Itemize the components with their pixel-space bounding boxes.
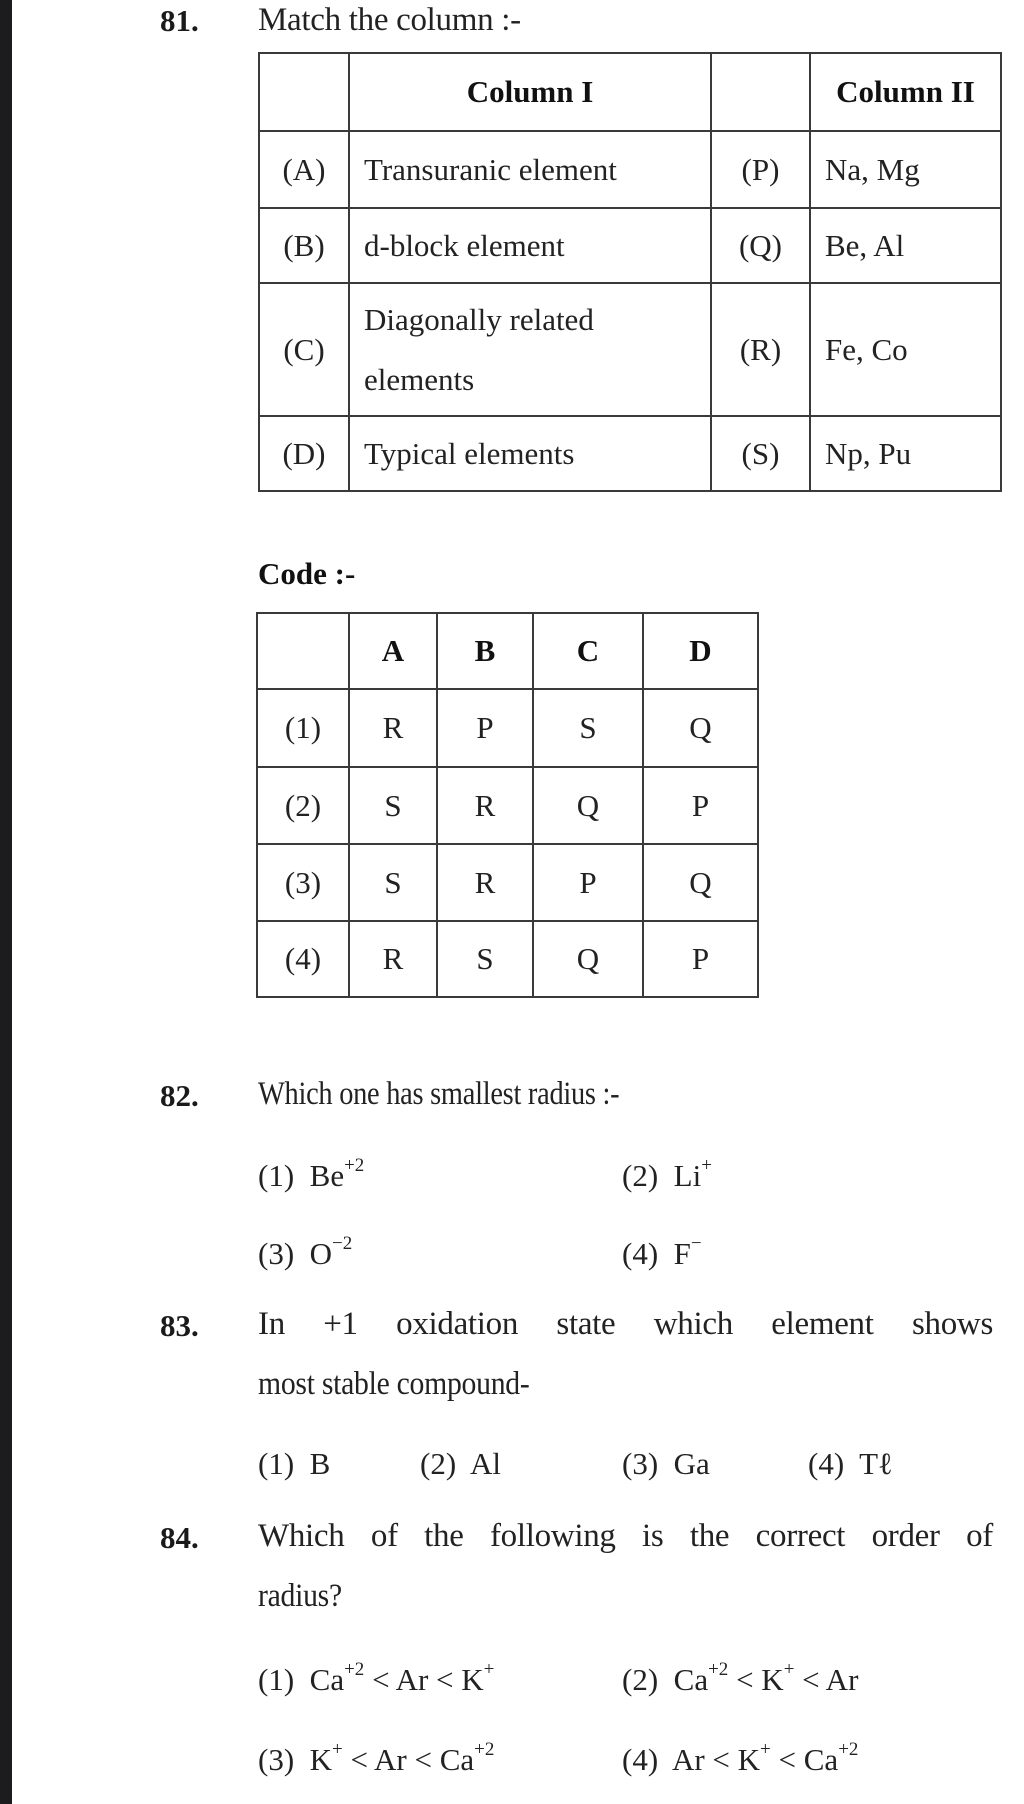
row-label-a: (A) (259, 131, 349, 208)
question-83-text-line1: In +1 oxidation state which element shows (258, 1306, 993, 1342)
code-option-row-4 (257, 921, 758, 997)
code-cell: Q (533, 767, 643, 844)
option-label: (2) (622, 1662, 659, 1697)
option-label: (4) (622, 1742, 659, 1777)
option-expr-part2: < Ar < K (364, 1662, 484, 1697)
row-label-p: (P) (711, 131, 810, 208)
q82-option-3[interactable] (258, 1232, 353, 1272)
option-charge-2: + (783, 1658, 795, 1680)
code-cell: S (349, 844, 437, 921)
question-81-text: Match the column :- (258, 2, 521, 38)
code-option-label: (3) (257, 844, 349, 921)
code-cell: P (533, 844, 643, 921)
option-charge-1: +2 (708, 1658, 729, 1680)
option-expr-part2: < K (728, 1662, 784, 1697)
code-option-label: (1) (257, 689, 349, 767)
option-expr-part2: < Ar < Ca (342, 1742, 475, 1777)
option-expr-part1: Ar < K (671, 1742, 761, 1777)
column-ii-item: Np, Pu (810, 416, 1001, 491)
column-i-item: Diagonally related elements (349, 283, 711, 416)
option-label: (2) (420, 1446, 457, 1481)
code-cell: S (437, 921, 533, 997)
column-i-item: Transuranic element (349, 131, 711, 208)
option-value: Al (469, 1446, 501, 1481)
match-table-row (259, 416, 1001, 491)
q83-option-3[interactable] (622, 1446, 710, 1482)
code-header-empty (257, 613, 349, 689)
q83-option-1[interactable] (258, 1446, 330, 1482)
question-83-text-line2: most stable compound- (258, 1366, 530, 1402)
question-84-text-line1: Which of the following is the correct order of (258, 1518, 993, 1554)
header-cell-empty-1 (259, 53, 349, 131)
q82-option-4[interactable] (622, 1232, 702, 1272)
match-table-row (259, 131, 1001, 208)
code-cell: Q (643, 844, 758, 921)
code-cell: P (437, 689, 533, 767)
column-i-item: d-block element (349, 208, 711, 283)
row-label-s: (S) (711, 416, 810, 491)
code-table-header-row (257, 613, 758, 689)
code-cell: S (349, 767, 437, 844)
option-charge-2: +2 (838, 1738, 859, 1760)
q84-option-1[interactable] (258, 1658, 495, 1698)
q82-option-1[interactable] (258, 1154, 365, 1194)
code-cell: R (437, 767, 533, 844)
code-option-label: (2) (257, 767, 349, 844)
question-84-text-line2: radius? (258, 1578, 342, 1614)
row-label-r: (R) (711, 283, 810, 416)
option-value: Li (673, 1158, 702, 1193)
row-label-q: (Q) (711, 208, 810, 283)
match-table-row (259, 283, 1001, 416)
option-label: (4) (622, 1236, 659, 1271)
column-ii-item: Be, Al (810, 208, 1001, 283)
row-label-b: (B) (259, 208, 349, 283)
option-label: (1) (258, 1446, 295, 1481)
option-expr-part2: < Ca (770, 1742, 839, 1777)
q83-option-4[interactable] (808, 1446, 893, 1482)
match-table-row (259, 208, 1001, 283)
option-value: B (309, 1446, 331, 1481)
code-table (256, 612, 759, 998)
option-label: (3) (622, 1446, 659, 1481)
left-edge-bar (0, 0, 12, 1804)
option-label: (3) (258, 1236, 295, 1271)
question-82-number: 82. (160, 1078, 199, 1113)
code-cell: Q (643, 689, 758, 767)
option-label: (4) (808, 1446, 845, 1481)
code-cell: Q (533, 921, 643, 997)
option-value: Ga (673, 1446, 710, 1481)
option-label: (1) (258, 1158, 295, 1193)
code-cell: S (533, 689, 643, 767)
q84-option-3[interactable] (258, 1738, 495, 1778)
code-header-c: C (533, 613, 643, 689)
row-label-c: (C) (259, 283, 349, 416)
code-label: Code :- (258, 556, 356, 591)
q83-option-2[interactable] (420, 1446, 501, 1482)
question-81-number: 81. (160, 3, 199, 38)
option-charge: +2 (344, 1154, 365, 1176)
code-header-a: A (349, 613, 437, 689)
match-column-table (258, 52, 1002, 492)
question-83-number: 83. (160, 1308, 199, 1343)
code-cell: R (437, 844, 533, 921)
column-ii-item: Na, Mg (810, 131, 1001, 208)
header-column-ii: Column II (810, 53, 1001, 131)
option-label: (2) (622, 1158, 659, 1193)
option-label: (1) (258, 1662, 295, 1697)
question-82-text: Which one has smallest radius :- (258, 1076, 620, 1112)
code-option-row-3 (257, 844, 758, 921)
code-option-row-2 (257, 767, 758, 844)
option-value: O (309, 1236, 333, 1271)
code-option-label: (4) (257, 921, 349, 997)
option-charge-1: +2 (344, 1658, 365, 1680)
code-cell: R (349, 921, 437, 997)
match-table-header-row (259, 53, 1001, 131)
option-charge: −2 (332, 1232, 353, 1254)
code-cell: P (643, 767, 758, 844)
option-charge-1: + (332, 1738, 343, 1760)
column-ii-item: Fe, Co (810, 283, 1001, 416)
option-value: Tℓ (859, 1446, 893, 1481)
code-header-b: B (437, 613, 533, 689)
option-expr-part3: < Ar (794, 1662, 859, 1697)
option-expr-part1: Ca (309, 1662, 345, 1697)
option-expr-part1: K (309, 1742, 333, 1777)
code-cell: P (643, 921, 758, 997)
column-i-item: Typical elements (349, 416, 711, 491)
header-cell-empty-2 (711, 53, 810, 131)
header-column-i: Column I (349, 53, 711, 131)
option-value: F (673, 1236, 691, 1271)
q84-option-2[interactable] (622, 1658, 859, 1698)
q82-option-2[interactable] (622, 1154, 712, 1194)
option-label: (3) (258, 1742, 295, 1777)
option-charge-2: +2 (474, 1738, 495, 1760)
code-option-row-1 (257, 689, 758, 767)
question-84-number: 84. (160, 1520, 199, 1555)
option-expr-part1: Ca (673, 1662, 709, 1697)
code-cell: R (349, 689, 437, 767)
row-label-d: (D) (259, 416, 349, 491)
option-charge-2: + (483, 1658, 495, 1680)
option-charge-1: + (760, 1738, 771, 1760)
q84-option-4[interactable] (622, 1738, 859, 1778)
option-charge: − (690, 1232, 702, 1254)
option-value: Be (309, 1158, 345, 1193)
option-charge: + (701, 1154, 712, 1176)
code-header-d: D (643, 613, 758, 689)
